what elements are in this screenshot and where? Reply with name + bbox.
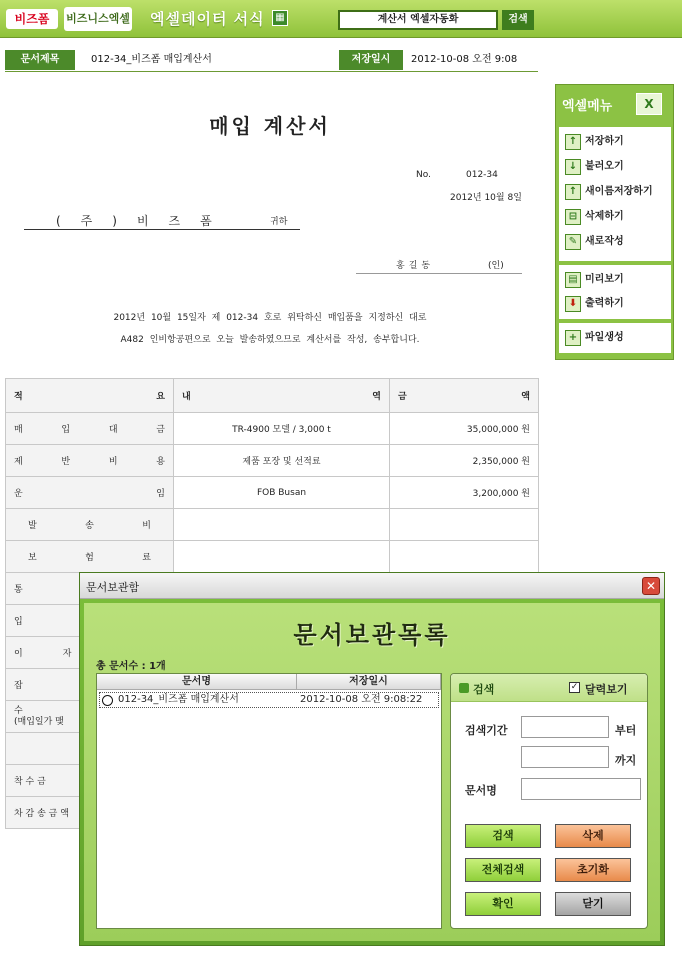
- row-label-char: 매: [14, 425, 23, 435]
- row-desc[interactable]: 제품 포장 및 선적료: [174, 445, 390, 477]
- preview-icon: ▤: [565, 272, 581, 288]
- row-label-char: 이: [14, 649, 23, 659]
- menu-group-export: [559, 323, 671, 353]
- search-panel-header: [451, 674, 647, 702]
- close-button[interactable]: 닫기: [555, 892, 631, 916]
- no-label: No.: [416, 170, 431, 180]
- doc-name-input[interactable]: [521, 778, 641, 800]
- close-icon[interactable]: ✕: [642, 577, 660, 595]
- doc-title-value: 012-34_비즈폼 매입계산서: [91, 54, 212, 65]
- row-label-char[interactable]: 잡: [6, 669, 174, 701]
- menu-item-print[interactable]: ⬇ 출력하기: [563, 293, 671, 315]
- trash-icon: ⊟: [565, 209, 581, 225]
- open-icon: ↓: [565, 159, 581, 175]
- row-label-char[interactable]: 차 감 송 금 액: [6, 797, 174, 829]
- document-header: [5, 50, 538, 72]
- row-label-char: 대: [108, 425, 118, 435]
- row-label-char: 험: [85, 553, 94, 563]
- sender-line: [356, 256, 522, 274]
- menu-item-create-file[interactable]: + 파일생성: [563, 327, 671, 349]
- row-label-char: 보: [28, 553, 37, 563]
- menu-group-print: [559, 265, 671, 319]
- list-header-saved[interactable]: 저장일시: [297, 674, 441, 690]
- print-icon: ⬇: [565, 296, 581, 312]
- header-cell: 역: [372, 392, 381, 402]
- row-label-char: 비: [108, 457, 118, 467]
- calendar-checkbox[interactable]: ✓: [570, 682, 579, 692]
- new-document-icon: ✎: [565, 234, 581, 250]
- row-label-char: 료: [142, 553, 151, 563]
- doc-name-label: 문서명: [465, 784, 497, 797]
- no-value: 012-34: [466, 170, 498, 180]
- dialog-titlebar[interactable]: [80, 573, 664, 599]
- row-label-char: 입: [61, 425, 71, 435]
- row-amount[interactable]: [390, 541, 539, 573]
- search-panel: [450, 673, 648, 929]
- header-cell: 적: [14, 392, 23, 402]
- bizform-logo[interactable]: 비즈폼: [6, 9, 58, 29]
- row-desc[interactable]: FOB Busan: [174, 477, 390, 509]
- menu-item-save[interactable]: ↑ 저장하기: [563, 131, 671, 153]
- dialog-body: [84, 603, 660, 941]
- menu-item-delete[interactable]: ⊟ 삭제하기: [563, 206, 671, 228]
- save-icon: ↑: [565, 134, 581, 150]
- search-button[interactable]: 검색: [502, 10, 534, 30]
- recipient-line: [24, 210, 300, 230]
- document-title: 매입 계산서: [209, 114, 331, 138]
- saved-time-label: 저장일시: [339, 50, 403, 70]
- list-item[interactable]: [99, 692, 439, 708]
- row-amount[interactable]: 2,350,000 원: [390, 445, 539, 477]
- from-suffix: 부터: [615, 724, 637, 737]
- header-cell: 액: [521, 392, 530, 402]
- search-button-dialog[interactable]: 검색: [465, 824, 541, 848]
- row-label-char: 운: [14, 489, 23, 499]
- app-title: 엑셀데이터 서식: [150, 10, 265, 28]
- total-count-label: 총 문서수 : 1개: [96, 661, 166, 672]
- row-desc[interactable]: TR-4900 모델 / 3,000 t: [174, 413, 390, 445]
- excel-menu: [555, 84, 674, 360]
- row-label-char: 임: [156, 489, 165, 499]
- row-label-char: 제: [14, 457, 23, 467]
- row-desc[interactable]: [174, 541, 390, 573]
- menu-title: 엑셀메뉴: [562, 99, 613, 114]
- radio-button[interactable]: [102, 695, 113, 706]
- row-label-char: 발: [28, 521, 37, 531]
- top-bar: [0, 0, 682, 38]
- row-label-char: (매입일가 맺: [14, 716, 64, 727]
- recipient-suffix: 귀하: [270, 217, 288, 227]
- reset-button[interactable]: 초기화: [555, 858, 631, 882]
- menu-item-preview[interactable]: ▤ 미리보기: [563, 269, 671, 291]
- calendar-label: 달력보기: [585, 683, 628, 696]
- row-desc[interactable]: [174, 509, 390, 541]
- row-label-char[interactable]: 착 수 금: [6, 765, 174, 797]
- sender-name: 홍길동: [396, 261, 435, 271]
- date-from-input[interactable]: [521, 716, 609, 738]
- list-item-saved: 2012-10-08 오전 9:08:22: [300, 694, 423, 705]
- dialog-title: 문서보관함: [86, 581, 140, 594]
- recipient-name: (주)비즈폼: [56, 214, 232, 228]
- search-panel-title: 검색: [473, 683, 495, 696]
- search-panel-icon: [459, 683, 469, 693]
- ok-button[interactable]: 확인: [465, 892, 541, 916]
- row-label-char: 송: [85, 521, 94, 531]
- row-label-char: 수: [14, 705, 23, 716]
- biz-excel-logo[interactable]: 비즈니스엑셀: [64, 7, 132, 31]
- list-header-name[interactable]: 문서명: [97, 674, 297, 690]
- header-cell: 내: [182, 392, 191, 402]
- create-file-icon: +: [565, 330, 581, 346]
- body-text-line-1: 2012년 10월 15일자 제 012-34 호로 위탁하신 매입품을 지정하신 대로: [113, 313, 427, 323]
- search-input[interactable]: 계산서 엑셀자동화: [338, 10, 498, 30]
- period-label: 검색기간: [465, 724, 508, 737]
- table-row: [6, 541, 539, 573]
- row-amount[interactable]: 35,000,000 원: [390, 413, 539, 445]
- dialog-heading: 문서보관목록: [293, 621, 451, 649]
- sender-seal: (인): [488, 261, 504, 271]
- delete-button[interactable]: 삭제: [555, 824, 631, 848]
- row-amount[interactable]: [390, 509, 539, 541]
- document-list[interactable]: [96, 673, 442, 929]
- row-label-char: 자: [62, 649, 72, 659]
- table-row: [6, 413, 539, 445]
- row-label-char: 비: [142, 521, 151, 531]
- excel-icon: X: [636, 93, 662, 115]
- menu-item-save-as[interactable]: ↑ 새이름저장하기: [563, 181, 671, 203]
- menu-item-new[interactable]: ✎ 새로작성: [563, 231, 671, 253]
- row-label-char: 반: [61, 457, 71, 467]
- row-label-char[interactable]: 통: [6, 573, 174, 605]
- table-row: [6, 445, 539, 477]
- header-cell: 금: [398, 392, 407, 402]
- row-amount[interactable]: 3,200,000 원: [390, 477, 539, 509]
- body-text-line-2: A482 인비항공편으로 오늘 발송하였으므로 계산서를 작성, 송부합니다.: [120, 335, 420, 345]
- document-date: 2012년 10월 8일: [450, 193, 522, 203]
- table-row: [6, 509, 539, 541]
- row-label-char[interactable]: 입: [6, 605, 174, 637]
- header-cell: 요: [156, 392, 165, 402]
- date-to-input[interactable]: [521, 746, 609, 768]
- document-archive-dialog: [79, 572, 665, 946]
- list-item-name: 012-34_비즈폼 매입계산서: [118, 694, 239, 705]
- save-as-icon: ↑: [565, 184, 581, 200]
- search-all-button[interactable]: 전체검색: [465, 858, 541, 882]
- spreadsheet-icon: ▦: [272, 10, 288, 26]
- menu-group-file: [559, 127, 671, 261]
- menu-item-open[interactable]: ↓ 불러오기: [563, 156, 671, 178]
- saved-time-value: 2012-10-08 오전 9:08: [411, 54, 518, 65]
- table-row: [6, 477, 539, 509]
- doc-title-label: 문서제목: [5, 50, 75, 70]
- to-suffix: 까지: [615, 754, 637, 767]
- row-label-char: 용: [156, 457, 165, 467]
- items-table-header: [6, 379, 539, 413]
- row-label-char: 금: [156, 425, 165, 435]
